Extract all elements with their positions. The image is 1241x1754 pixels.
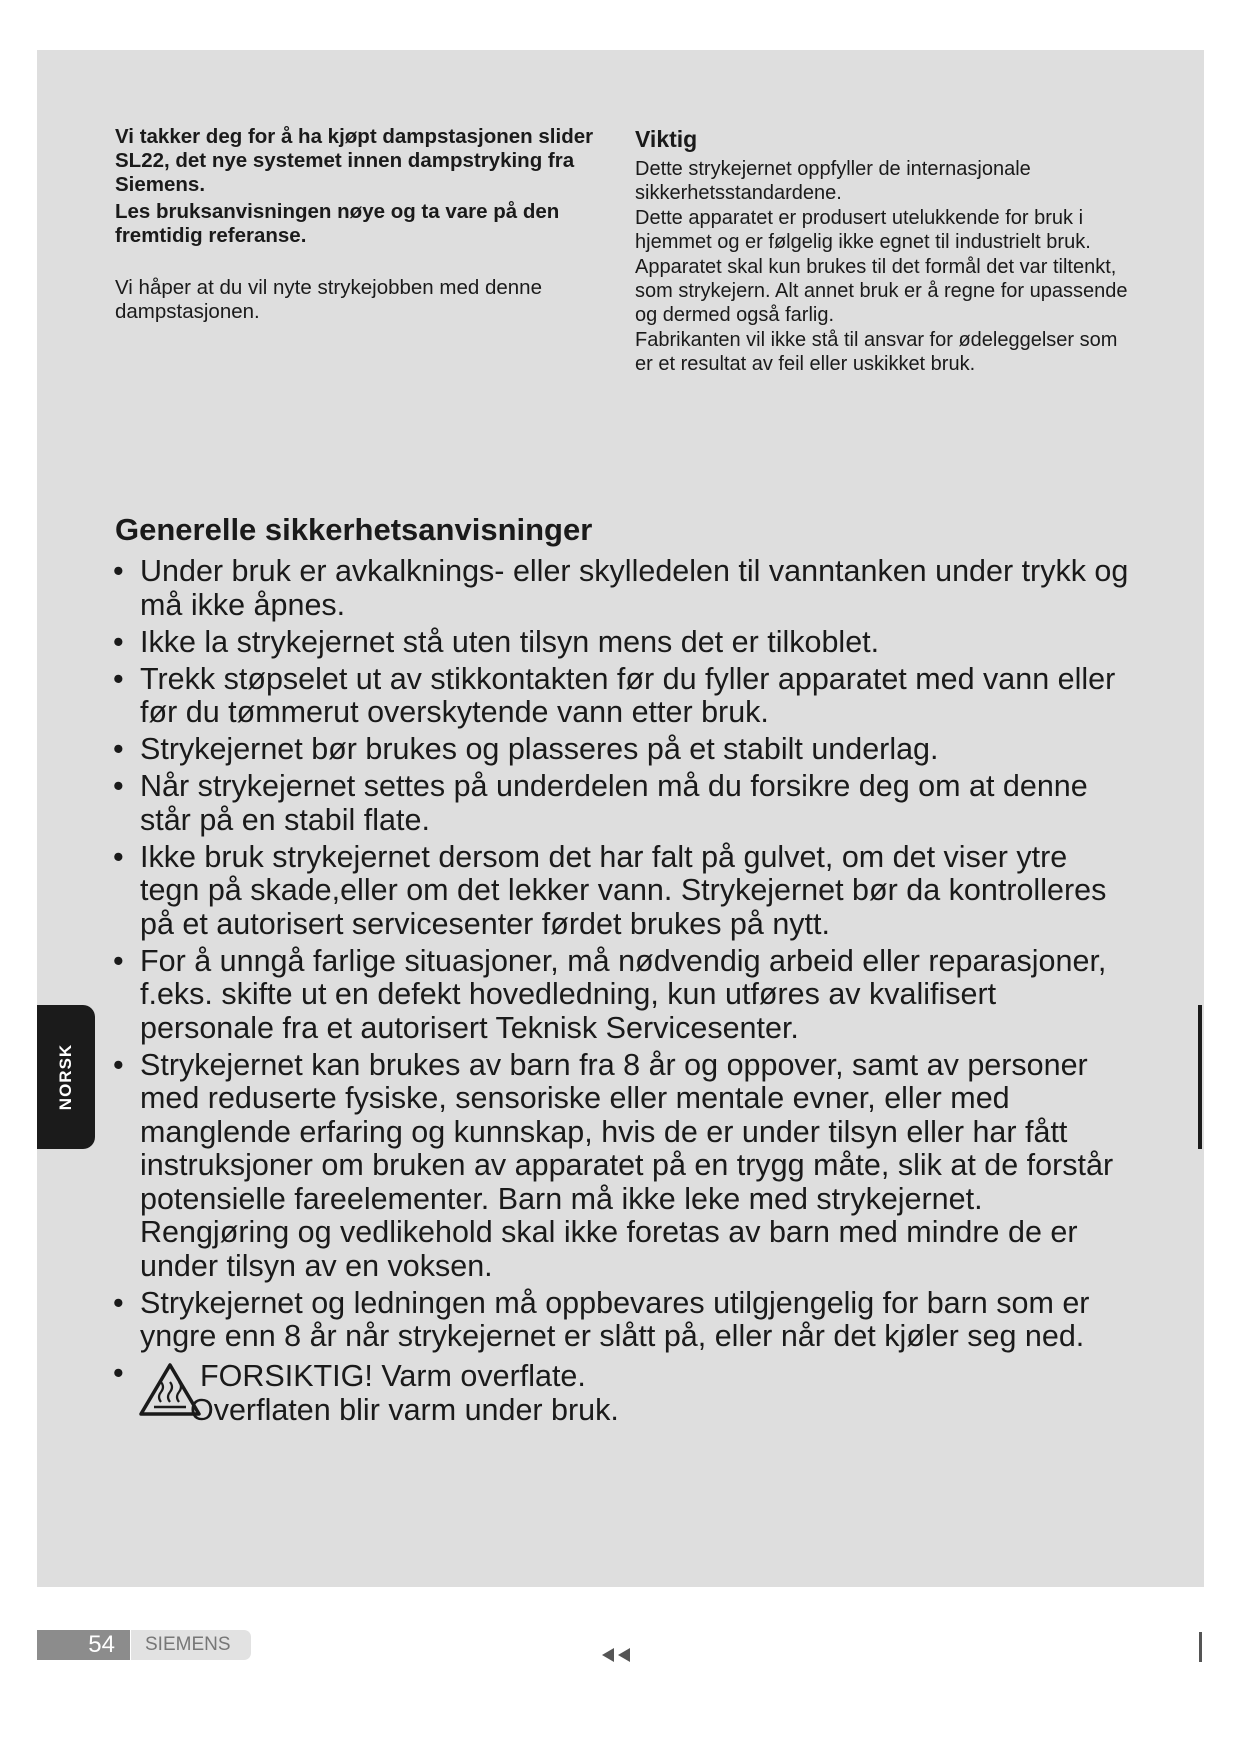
important-paragraph: Apparatet skal kun brukes til det formål det var tiltenkt, som strykejern. Alt annet bruk er å regne for upassende og dermed også farlig. <box>635 256 1128 326</box>
safety-item <box>113 945 1133 1046</box>
right-edge-marker <box>1198 1005 1202 1149</box>
safety-item-text: For å unngå farlige situasjoner, må nødvendig arbeid eller reparasjoner, f.eks. skifte ut en defekt hovedledning, kun utføres av kvalifisert personale fra et autorisert Teknisk Servicesenter. <box>140 943 1107 1045</box>
brand-name: SIEMENS <box>145 1634 231 1655</box>
important-section <box>635 125 1135 376</box>
intro-thanks: Vi takker deg for å ha kjøpt dampstasjonen slider SL22, det nye systemet innen dampstryking fra Siemens. <box>115 125 594 196</box>
bullet: • <box>113 769 124 803</box>
footer-edge-line <box>1199 1632 1202 1662</box>
language-tab-label: NORSK <box>56 1043 75 1111</box>
safety-item-text: Ikke la strykejernet stå uten tilsyn mens det er tilkoblet. <box>140 624 880 659</box>
safety-item-text: Trekk støpselet ut av stikkontakten før du fyller apparatet med vann eller før du tømmerut overskytende vann etter bruk. <box>140 661 1116 729</box>
important-paragraph: Dette apparatet er produsert utelukkende for bruk i hjemmet og er følgelig ikke egnet til industrielt bruk. <box>635 207 1091 253</box>
safety-item <box>113 841 1133 942</box>
important-heading: Viktig <box>635 126 698 152</box>
bullet: • <box>113 943 124 978</box>
intro-read-manual: Les bruksanvisningen nøye og ta vare på den fremtidig referanse. <box>115 200 560 247</box>
safety-item <box>113 1049 1133 1284</box>
safety-item <box>113 770 1133 837</box>
important-paragraph: Dette strykejernet oppfyller de internasjonale sikkerhetsstandardene. <box>635 158 1031 204</box>
safety-item-text: Strykejernet bør brukes og plasseres på et stabilt underlag. <box>140 732 939 766</box>
bullet: • <box>113 624 124 659</box>
safety-list <box>113 555 1133 1441</box>
bullet: • <box>113 1047 124 1082</box>
safety-item-text: Når strykejernet settes på underdelen må du forsikre deg om at denne står på en stabil flate. <box>140 769 1088 837</box>
intro-enjoy: Vi håper at du vil nyte strykejobben med denne dampstasjonen. <box>115 276 542 323</box>
brand-box <box>131 1630 251 1660</box>
page-number: 54 <box>88 1631 115 1658</box>
safety-item-text: Strykejernet kan brukes av barn fra 8 år og oppover, samt av personer med reduserte fysiske, sensoriske eller mentale evner, eller med manglende erfaring og kunnskap, hvis de er under tilsyn eller har fått instruksjoner om bruken av apparatet på en trygg måte, slik at de forstår potensielle fareelementer. Barn må ikke leke med strykejernet. Rengjøring og vedlikehold skal ikke foretas av barn med mindre de er under tilsyn av en voksen. <box>140 1047 1114 1283</box>
previous-page-arrows-icon[interactable] <box>600 1646 636 1664</box>
safety-item-text: Under bruk er avkalknings- eller skylledelen til vanntanken under trykk og må ikke åpnes. <box>140 554 1129 622</box>
warning-text <box>190 1360 619 1427</box>
bullet: • <box>113 554 124 588</box>
safety-item <box>113 663 1133 730</box>
safety-item-text: Ikke bruk strykejernet dersom det har falt på gulvet, om det viser ytre tegn på skade,eller om det lekker vann. Strykejernet bør da kontrolleres på et autorisert servicesenter førdet brukes på nytt. <box>140 839 1107 941</box>
important-paragraph: Fabrikanten vil ikke stå til ansvar for ødeleggelser som er et resultat av feil eller uskikket bruk. <box>635 329 1118 375</box>
safety-title: Generelle sikkerhetsanvisninger <box>115 512 593 547</box>
warning-detail: Overflaten blir varm under bruk. <box>190 1392 619 1427</box>
bullet: • <box>113 1285 124 1320</box>
bullet: • <box>113 1356 124 1390</box>
bullet: • <box>113 661 124 696</box>
intro-section <box>115 125 610 324</box>
bullet: • <box>113 839 124 874</box>
warning-caution: FORSIKTIG! Varm overflate. <box>200 1359 586 1393</box>
safety-item <box>113 733 1133 767</box>
warning-item <box>113 1357 1133 1437</box>
safety-item <box>113 555 1133 622</box>
safety-item <box>113 1287 1133 1354</box>
safety-item-text: Strykejernet og ledningen må oppbevares utilgjengelig for barn som er yngre enn 8 år når strykejernet er slått på, eller når det kjøler seg ned. <box>140 1285 1090 1353</box>
page-number-box <box>37 1630 130 1660</box>
safety-item <box>113 626 1133 660</box>
language-tab <box>37 1005 95 1149</box>
bullet: • <box>113 732 124 766</box>
